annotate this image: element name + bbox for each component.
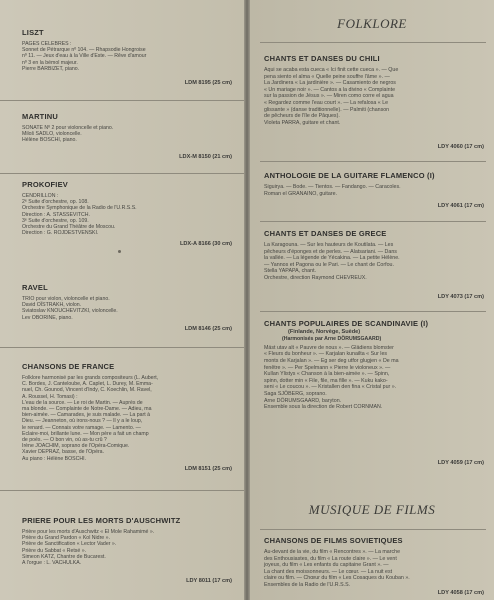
chili-catalog: LDY 4060 (17 cm) [437, 144, 484, 150]
liszt-title: LISZT [22, 28, 44, 37]
divider [260, 42, 486, 43]
prokofiev-title: PROKOFIEV [22, 180, 68, 189]
martinu-body: SONATE Nº 2 pour violoncelle et piano. Miloš SADLO, violoncelle. Hélène BOSCHI, piano. [22, 125, 114, 144]
prokofiev-body: CENDRILLON : 2ᵉ Suite d'orchestre, op. 108. Orchestre Symphonique de la Radio de l'U.R.S.S. Direction : A. STASSEVITCH. 3ᵉ Suite d'orchestre, op. 109. Orchestre du Grand Théâtre de Moscou. Direction : G. ROJDESTVENSKI. [22, 193, 137, 237]
chansons-title: CHANSONS DE FRANCE [22, 362, 115, 371]
scandinavie-subtitle: (Finlande, Norvège, Suède) [288, 329, 361, 335]
flamenco-catalog: LDY 4061 (17 cm) [437, 203, 484, 209]
priere-body: Prière pour les morts d'Auschwitz « El Mole Rahamimé ». Prière du Grand Pardon « Kol Nidre ». Prière de Sanctification « Lector Vader ». Prière du Sabbat « Retsé ». Simeon KATZ, Chantre de Bucarest. A l'orgue : L. VACHULKA. [22, 529, 155, 567]
divider [260, 221, 486, 222]
sovietiques-title: CHANSONS DE FILMS SOVIETIQUES [264, 536, 403, 545]
priere-catalog: LDY 8011 (17 cm) [186, 578, 232, 584]
sovietiques-body: Au-devant de la vie, du film « Rencontres ». — La marche des Enthousiastes, du film « La route claire ». — Le vent joyeux, du film « Les enfants du capitaine Grant ». — La chant des moissonneurs. — Le cœur. — La nuit est claire ou film. — Chœur du film « Les Cosaques du Kouban ». Ensembles de la Radio de l'U.R.S.S. [264, 549, 410, 588]
fold-mark [118, 250, 121, 253]
films-heading: MUSIQUE DE FILMS [308, 502, 436, 517]
sovietiques-section [264, 536, 486, 589]
martinu-title: MARTINU [22, 112, 58, 121]
grece-section [264, 229, 486, 282]
ravel-title: RAVEL [22, 283, 48, 292]
chili-body: Aqui se acaba esta cueca « Ici finit cette cueca ». — Que pena siento el alma « Quelle peine souffre l'âme ». — La Jardinera « La jardinière ». — Casamiento de negros « Un mariage noir ». — Cantos a la divino « Complainte sur la passion de Jésus ». — Miren como corre el agua « Regardez comme l'eau court ». — La refalosa « Le glissante » (danse traditionnelle). — Palmiti (chanson de pêcheurs de l'île de Pâques). Violeta PARRA, guitare et chant. [264, 67, 399, 126]
ravel-body: TRIO pour violon, violoncelle et piano. David OÏSTRAKH, violon. Sviatoslav KNOUCHEVITZKI, violoncelle. Lev OBORINE, piano. [22, 296, 118, 321]
priere-title: PRIERE POUR LES MORTS D'AUSCHWITZ [22, 516, 181, 525]
divider [0, 347, 244, 348]
priere-section [22, 516, 232, 566]
flamenco-body: Siguirya. — Bode. — Tientos. — Fandango. — Caracoles. Roman el GRANAINO, guitare. [264, 184, 401, 197]
scandinavie-catalog: LDY 4059 (17 cm) [437, 460, 484, 466]
chansons-section [22, 362, 232, 462]
divider [260, 529, 486, 530]
right-page [250, 0, 494, 600]
prokofiev-section [22, 180, 232, 236]
left-page [0, 0, 244, 600]
chili-section [264, 54, 486, 126]
grece-title: CHANTS ET DANSES DE GRECE [264, 229, 387, 238]
grece-body: La Karagouna. — Sur les hauteurs de Koutilata. — Les pêcheurs d'éponges et de perles. — Alatsariani. — Dans la vallée. — La légende de Yécakina. — La petite Hélène. — Yannos et Pagona ou le Pari. — Le chant de Corfou. Stella YAPAPA, chant. Orchestre, direction Raymond CHEVREUX. [264, 242, 400, 281]
liszt-body: PAGES CELEBRES : Sonnet de Pétrarque nº 104. — Rhapsodie Hongroise nº 11. — Jeux d'eau à la Ville d'Este. — Rêve d'amour nº 3 en la bémol majeur. Pierre BARBIZET, piano. [22, 41, 147, 72]
flamenco-section [264, 171, 486, 197]
chili-title: CHANTS ET DANSES DU CHILI [264, 54, 380, 63]
grece-catalog: LDY 4073 (17 cm) [437, 294, 484, 300]
scandinavie-harmonisation: (Harmonisés par Arne DÖRUMSGAARD) [282, 335, 382, 342]
divider [260, 161, 486, 162]
flamenco-title: ANTHOLOGIE DE LA GUITARE FLAMENCO (I) [264, 171, 435, 180]
liszt-section [22, 28, 232, 72]
scandinavie-section [264, 319, 486, 411]
liszt-catalog: LDM 8195 (25 cm) [184, 80, 232, 86]
divider [0, 490, 244, 491]
martinu-section [22, 112, 232, 144]
chansons-catalog: LDM 8151 (25 cm) [184, 466, 232, 472]
folklore-heading: FOLKLORE [337, 16, 407, 31]
divider [0, 173, 244, 174]
ravel-section [22, 283, 232, 321]
ravel-catalog: LDM 8146 (25 cm) [184, 326, 232, 332]
divider [0, 100, 244, 101]
scandinavie-title: CHANTS POPULAIRES DE SCANDINAVIE (I) [264, 319, 429, 328]
chansons-body: Folklore harmonisé par les grands compositeurs (L. Aubert, C. Bordes, J. Canteloube, A. Caplet, L. Durey, M. Emma- nuel, Ch. Gounod, Vincent d'Indy, C. Koechlin, M. Ravel, A. Roussel, H. Tomasi) : L'eau de la source. — Le roi de Martin. — Auprès de ma blonde. — Complainte de Notre-Dame. — Adieu, ma bien-aimée. — Camarades, je suis malade. — La part à Dieu. — Jeanneton, où irons-nous ? — Il y a le loup, le renard. — Connais votre ramage. — Lamento. — Eclaire-moi, brillante lune. — Mon père a fait un champ de poés. — O bon vin, où as-tu crû ? Irène JOACHIM, soprano de l'Opéra-Comique. Xavier DEPRAZ, basse, de l'Opéra. Au piano : Hélène BOSCHI. [22, 375, 159, 462]
divider [260, 311, 486, 312]
prokofiev-catalog: LDX-A 8166 (30 cm) [179, 241, 232, 247]
scandinavie-body: Mást utav alt « Pauvre de nous ». — Glädiens blomster « Fleurs du bonheur ». — Karjalan kunailta « Sur les monts de Karjalan ». — Eg ser deg utfor glugjen « De ma fenêtre ». — Per Spelmann « Pierre le violoneux ». — Kullan Ylistys « Chanson à la bien-aimée ». — Spinn, spinn, dotter min « File, file, ma fille ». — Kuku kako- seni « Le coucou ». — Kristallen den fina « Cristal pur ». Saga SJÖBERG, soprano. Arne DÖRUMSGAARD, baryton. Ensemble sous la direction de Robert CORNMAN. [264, 344, 399, 411]
sovietiques-catalog: LDY 4058 (17 cm) [437, 590, 484, 596]
martinu-catalog: LDX-M 8150 (21 cm) [179, 154, 232, 160]
